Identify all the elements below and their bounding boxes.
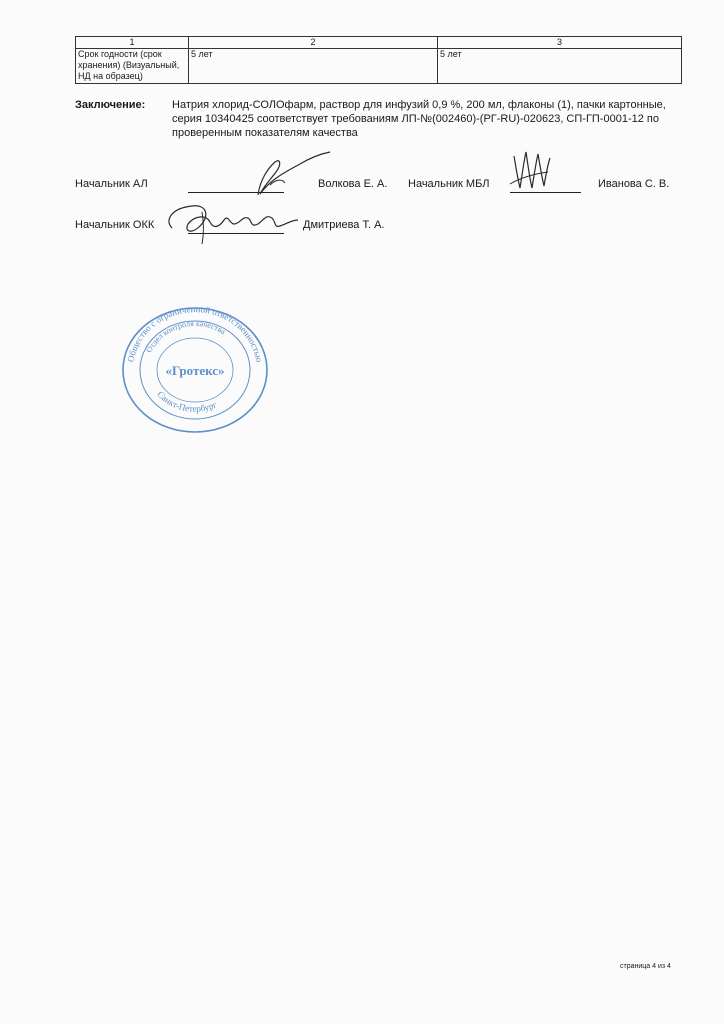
page-number: страница 4 из 4 [620, 963, 671, 970]
table-header-cell: 1 [76, 37, 189, 49]
table-row [76, 49, 682, 84]
stamp-outer-text: Общество с ограниченной ответственностью [125, 305, 265, 364]
signature-title-al: Начальник АЛ [75, 178, 148, 190]
results-table [75, 36, 682, 84]
company-stamp-icon [120, 305, 270, 435]
table-header-row [76, 37, 682, 49]
table-header-cell: 3 [438, 37, 682, 49]
signature-title-mbl: Начальник МБЛ [408, 178, 490, 190]
signature-okk-icon [162, 198, 302, 248]
signature-title-okk: Начальник ОКК [75, 219, 155, 231]
stamp-bottom-text: Санкт-Петербург [155, 389, 219, 414]
signature-name-al: Волкова Е. А. [318, 178, 388, 190]
table-cell-parameter: Срок годности (срок хранения) (Визуальный, НД на образец) [76, 49, 189, 84]
conclusion-label: Заключение: [75, 99, 146, 111]
signature-al-icon [230, 150, 340, 200]
table-cell-requirement: 5 лет [189, 49, 438, 84]
table-header-cell: 2 [189, 37, 438, 49]
signature-mbl-icon [508, 148, 558, 193]
signature-name-mbl: Иванова С. В. [598, 178, 670, 190]
conclusion-text: Натрия хлорид-СОЛОфарм, раствор для инфузий 0,9 %, 200 мл, флаконы (1), пачки картонные, серия 10340425 соответствует требованиям ЛП-№(002460)-(РГ-RU)-020623, СП-ГП-0001-12 по проверенным показателям качества [172, 99, 666, 139]
table-cell-result: 5 лет [438, 49, 682, 84]
stamp-center-text: «Гротекс» [165, 363, 225, 378]
signature-name-okk: Дмитриева Т. А. [303, 219, 385, 231]
stamp-inner-text: Отдел контроля качества [144, 318, 228, 355]
